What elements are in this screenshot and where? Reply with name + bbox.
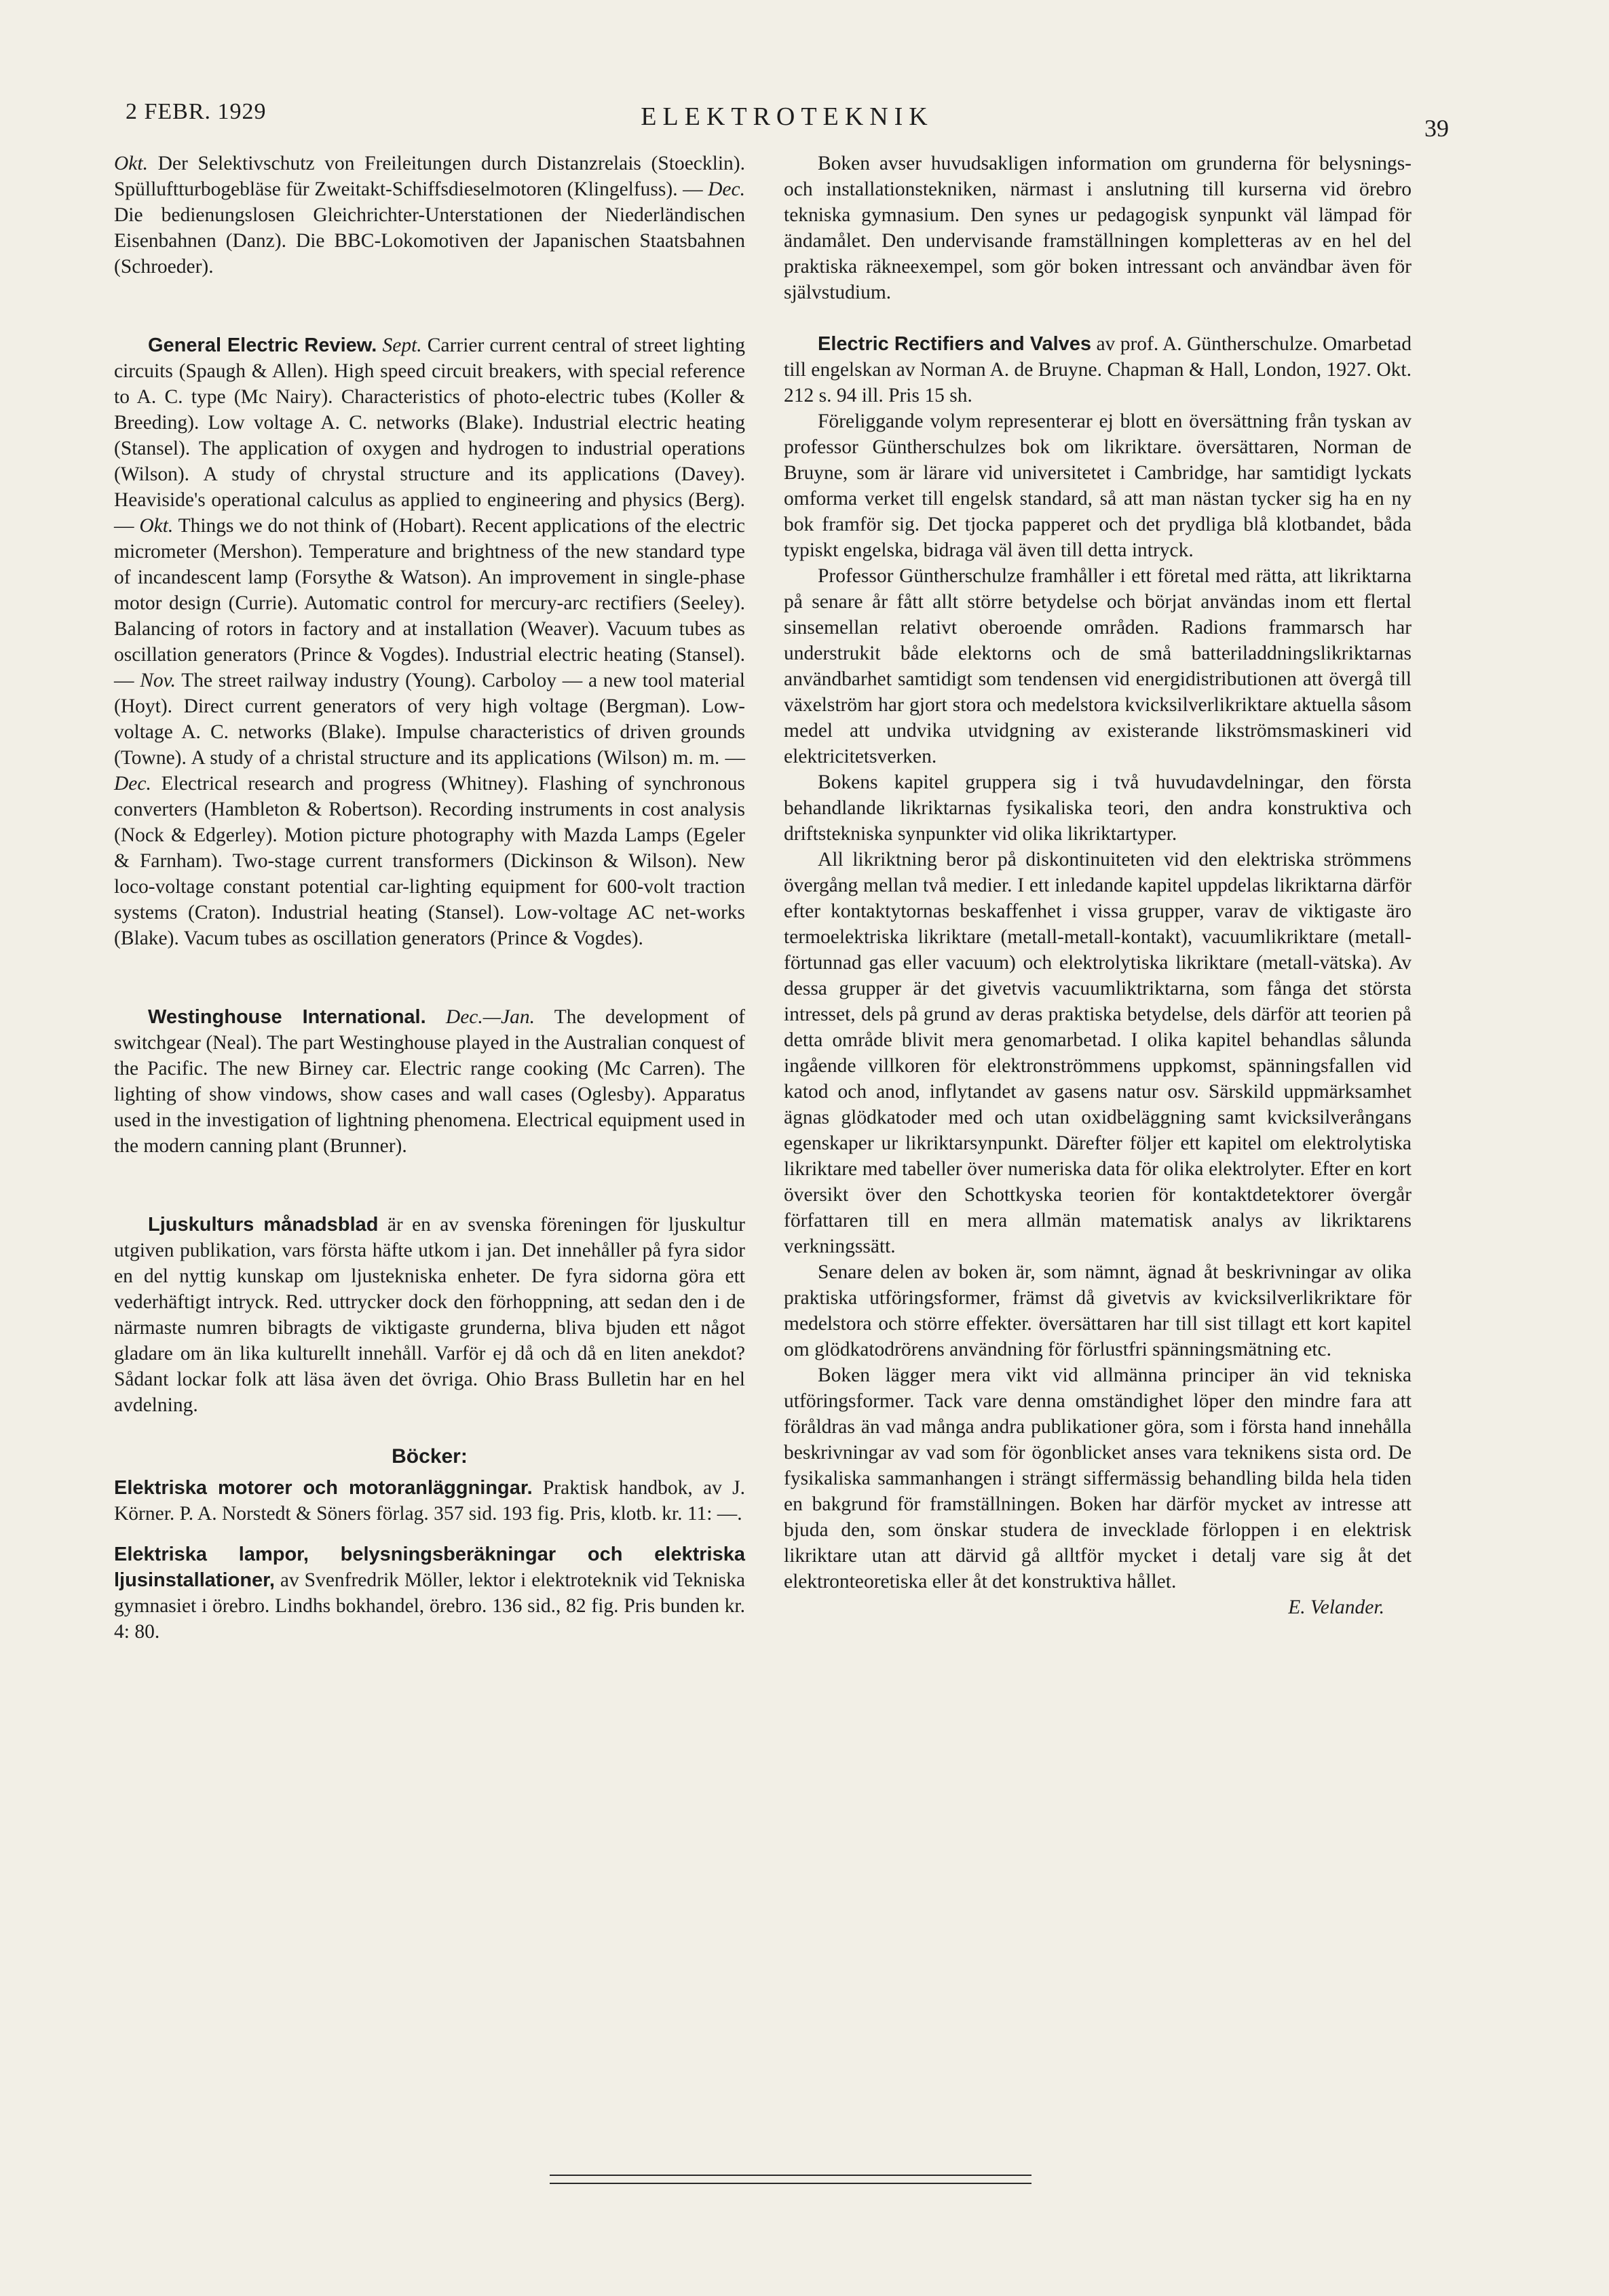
book-entry: Electric Rectifiers and Valves av prof. A. Güntherschulze. Omarbetad till engelskan av Norman A. de Bruyne. Chapman & Hall, London, 1927. Okt. 212 s. 94 ill. Pris 15 sh. <box>784 333 1412 406</box>
review-paragraph: Föreliggande volym representerar ej blott en översättning från tyskan av professor Güntherschulzes bok om likriktare. översättaren, Norman de Bruyne, som är lärare vid universitetet i Cambridge, har samtidigt lyckats omforma verket till engelsk standard, så att man nästan tycker sig ha en ny bok framför sig. Det tjocka papperet och det prydliga blå klotbandet, båda typiskt engelska, bidraga väl även till detta intryck. <box>784 410 1412 561</box>
book-title: Elektriska motorer och motoranläggningar. <box>114 1477 533 1499</box>
review-paragraph: Boken avser huvudsakligen information om grunderna för belysnings- och installationstekniken, närmast i anslutning till kurserna vid örebro tekniska gymnasium. Den synes ur pedagogisk synpunkt väl lämpad för ändamålet. Den undervisande framställningen kompletteras av en hel del praktiska räkneexempel, som gör boken intressant och användbar även för självstudium. <box>784 153 1412 303</box>
paragraph-bbc: Okt. Der Selektivschutz von Freileitungen durch Distanzrelais (Stoecklin). Spülluftturbogebläse für Zweitakt-Schiffsdieselmotoren (Klingelfuss). — Dec. Die bedienungslosen Gleichrichter-Unterstationen der Niederländischen Eisenbahnen (Danz). Die BBC-Lokomotiven der Japanischen Staatsbahnen (Schroeder). <box>114 153 745 278</box>
book-title: Electric Rectifiers and Valves <box>818 333 1092 355</box>
page-header <box>126 94 1449 148</box>
right-column <box>784 151 1412 1620</box>
book-entry: Elektriska motorer och motoranläggningar. Praktisk handbok, av J. Körner. P. A. Norstedt & Söners förlag. 357 sid. 193 fig. Pris, klotb. kr. 11: —. <box>114 1477 745 1525</box>
book-title: Elektriska lampor, belysningsberäkningar och elektriska ljusinstallationer, <box>114 1544 745 1591</box>
bottom-rule-divider <box>550 2175 1031 2184</box>
left-column <box>114 151 745 1645</box>
review-paragraph: Professor Güntherschulze framhåller i ett företal med rätta, att likriktarna på senare år fått allt större betydelse och börjat användas inom ett flertal sinsemellan relativt oberoende områden. Radions frammarsch har understrukit både elektorns och de små batteriladdningslikriktarnas användbarhet samtidigt som tendensen vid energidistributionen att övergå till växelström har gjort stora och medelstora kvicksilverlikriktare aktuella såsom medel att undvika utvidgning av existerande likströmsmaskineri vid elektricitetsverken. <box>784 565 1412 767</box>
books-heading: Böcker: <box>392 1445 468 1468</box>
review-paragraph: Bokens kapitel gruppera sig i två huvudavdelningar, den första behandlande likriktarnas fysikaliska teori, den andra konstruktiva och driftstekniska synpunkter vid olika likriktartyper. <box>784 771 1412 845</box>
review-paragraph: Boken lägger mera vikt vid allmänna principer än vid tekniska utföringsformer. Tack vare denna omständighet löper den mindre fara att föråldras än vad många andra publikationer göra, som i första hand innehålla beskrivningar av vad som för ögonblicket anses vara teknikens sista ord. De fysikaliska sammanhangen i strängt siffermässig behandling bilda hela tiden en bakgrund för framställningen. Boken har därför mycket av intresse att bjuda den, som önskar studera de invecklade förloppen i en elektrisk likriktare utan att därvid gå alltför mycket i detalj vare sig åt det elektronteoretiska eller åt det konstruktiva hållet. <box>784 1364 1412 1592</box>
author-signature: E. Velander. <box>1288 1596 1384 1618</box>
westinghouse-entry: Westinghouse International. Dec.—Jan. The development of switchgear (Neal). The part Westinghouse played in the Australian conquest of the Pacific. The new Birney car. Electric range cooking (Mc Carren). The lighting of show vindows, show cases and wall cases (Oglesby). Apparatus used in the investigation of lightning phenomena. Electrical equipment used in the modern canning plant (Brunner). <box>114 1006 746 1157</box>
review-paragraph: All likriktning beror på diskontinuiteten vid den elektriska strömmens övergång mellan två medier. I ett inledande kapitel uppdelas likriktarna därför efter kontaktytornas beskaffenhet i vissa grupper, varav de viktigaste äro termoelektriska likriktare (metall-metall-kontakt), vacuumlikriktare (metall-förtunnad gas eller vacuum) och elektrolytiska likriktare (metall-vätska). Av dessa grupper är det givetvis vacuumliktriktarna, som fånga det största intresset, dels på grund av deras praktiska betydelse, dels därför att teorien på detta område blivit mera genomarbetad. I olika kapitel behandlas sålunda ingående villkoren för elektronströmmens uppkomst, spänningsfallen vid katod och anod, inflytandet av gasens natur osv. Särskild uppmärksamhet ägnas glödkatoder med och utan oxidbeläggning samt kvicksilverångans egenskaper ur likriktarsynpunkt. Därefter följer ett kapitel om elektrolytiska likriktare med tabeller över numeriska data för olika elektrolyter. Efter en kort översikt över den Schottkyska teorien för kontaktdetektorer övergår författaren till en mera allmän matematisk analys av likriktarens verkningssätt. <box>784 849 1412 1257</box>
month-dec: Dec. <box>708 178 745 200</box>
month-okt: Okt. <box>114 153 148 174</box>
issue-date: 2 FEBR. 1929 <box>126 99 267 124</box>
page-number: 39 <box>1424 115 1449 142</box>
journal-name: Ljuskulturs månadsblad <box>148 1214 379 1236</box>
journal-name: Westinghouse International. <box>148 1006 426 1028</box>
review-paragraph: Senare delen av boken är, som nämnt, ägnad åt beskrivningar av olika praktiska utföringsformer, främst då givetvis av kvicksilverlikriktare för medelstora och större effekter. översättaren har till sist tillagt ett kort kapitel om glödkatodrörens användning för förlustfri spänningsmätning etc. <box>784 1261 1412 1360</box>
book-entry: Elektriska lampor, belysningsberäkningar och elektriska ljusinstallationer, av Svenfredrik Möller, lektor i elektroteknik vid Tekniska gymnasiet i örebro. Lindhs bokhandel, örebro. 136 sid., 82 fig. Pris bunden kr. 4: 80. <box>114 1544 745 1643</box>
general-electric-review-entry: General Electric Review. Sept. Carrier current central of street lighting circuits (Spaugh & Allen). High speed circuit breakers, with special reference to A. C. type (Mc Nairy). Characteristics of photo-electric tubes (Koller & Breeding). Low voltage A. C. networks (Blake). Industrial electric heating (Stansel). The application of oxygen and hydrogen to industrial operations (Wilson). A study of chrystal structure and its applications (Davey). Heaviside's operational calculus as applied to engineering and physics (Berg). — Okt. Things we do not think of (Hobart). Recent applications of the electric micrometer (Mershon). Temperature and brightness of the new standard type of incandescent lamp (Forsythe & Watson). An improvement in single-phase motor design (Currie). Automatic control for mercury-arc rectifiers (Seeley). Balancing of rotors in factory and at installation (Weaver). Vacuum tubes as oscillation generators (Prince & Vogdes). Industrial electric heating (Stansel). — Nov. The street railway industry (Young). Carboloy — a new tool material (Hoyt). Direct current generators of very high voltage (Bergman). Low-voltage A. C. networks (Blake). Impulse characteristics of driven grounds (Towne). A study of a christal structure and its applications (Wilson) m. m. — Dec. Electrical research and progress (Whitney). Flashing of synchronous converters (Hambleton & Robertson). Recording instruments in cost analysis (Nock & Edgerley). Motion picture photography with Mazda Lamps (Egeler & Farnham). Two-stage current transformers (Dickinson & Wilson). New loco-voltage constant potential car-lighting equipment for 600-volt traction systems (Craton). Industrial heating (Stansel). Low-voltage AC net-works (Blake). Vacum tubes as oscillation generators (Prince & Vogdes). <box>114 334 746 949</box>
journal-title: ELEKTROTEKNIK <box>641 102 934 131</box>
journal-name: General Electric Review. <box>148 334 377 356</box>
ljuskultur-entry: Ljuskulturs månadsblad är en av svenska föreningen för ljuskultur utgiven publikation, vars första häfte utkom i jan. Det innehåller på fyra sidor en del nyttig kunskap om ljustekniska enheter. De fyra sidorna göra ett vederhäftigt intryck. Red. uttrycker dock den förhoppning, att sedan den i de närmaste numren bibragts de viktigaste grunderna, bliva bjuden ett något gladare om än lika kulturellt innehåll. Varför ej då och då en liten anekdot? Sådant lockar folk att läsa även det övriga. Ohio Brass Bulletin har en hel avdelning. <box>114 1214 745 1416</box>
